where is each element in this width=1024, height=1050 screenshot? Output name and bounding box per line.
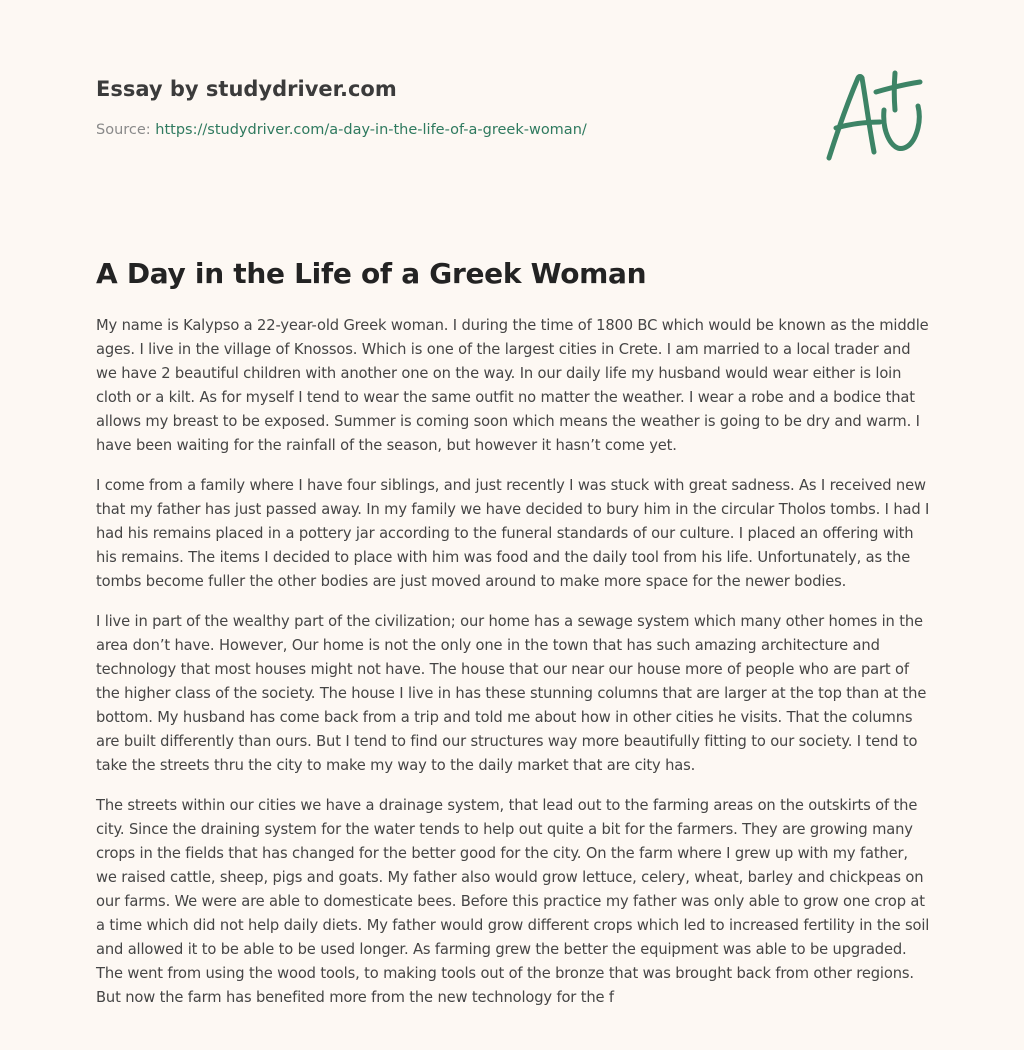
essay-paragraph: I live in part of the wealthy part of the civilization; our home has a sewage system which many other homes in the area don’t have. However, Our home is not the only one in the town that has such amazing architecture and technology that most houses might not have. The house that our near our house more of people who are part of the higher class of the society. The house I live in has these stunning columns that are larger at the top than at the bottom. My husband has come back from a trip and told me about how in other cities he visits. That the columns are built differently than ours. But I tend to find our structures way more beautifully fitting to our society. I tend to take the streets thru the city to make my way to the daily market that are city has. [96,613,927,774]
essay-title: A Day in the Life of a Greek Woman [96,257,647,290]
plus-horizontal [876,82,920,92]
essay-body [96,314,932,1026]
essay-paragraph: My name is Kalypso a 22-year-old Greek woman. I during the time of 1800 BC which would be known as the middle ages. I live in the village of Knossos. Which is one of the largest cities in Crete. I am married to a local trader and we have 2 beautiful children with another one on the way. In our daily life my husband would wear either is loin cloth or a kilt. As for myself I tend to wear the same outfit no matter the weather. I wear a robe and a bodice that allows my breast to be exposed. Summer is coming soon which means the weather is going to be dry and warm. I have been waiting for the rainfall of the season, but however it hasn’t come yet. [96,317,929,454]
essay-paragraph: The streets within our cities we have a drainage system, that lead out to the farming areas on the outskirts of the city. Since the draining system for the water tends to help out quite a bit for the farmers. They are growing many crops in the fields that has changed for the better good for the city. On the farm where I grew up with my father, we raised cattle, sheep, pigs and goats. My father also would grow lettuce, celery, wheat, barley and chickpeas on our farms. We were are able to domesticate bees. Before this practice my father was only able to grow one crop at a time which did not help daily diets. My father would grow different crops which led to increased fertility in the soil and allowed it to be able to be used longer. As farming grew the better the equipment was able to be upgraded. The went from using the wood tools, to making tools out of the bronze that was brought back from other regions. But now the farm has benefited more from the new technology for the f [96,797,930,1006]
source-link[interactable]: https://studydriver.com/a-day-in-the-life-of-a-greek-woman/ [155,122,587,138]
site-brand: Essay by studydriver.com [96,77,397,101]
source-label: Source: [96,122,156,138]
a-plus-grade-icon [822,66,928,166]
a-left-stroke [829,77,862,159]
plus-vertical [894,73,895,110]
essay-paragraph: I come from a family where I have four siblings, and just recently I was stuck with great sadness. As I received new that my father has just passed away. In my family we have decided to bury him in the circular Tholos tombs. I had I had his remains placed in a pottery jar according to the funeral standards of our culture. I placed an offering with his remains. The items I decided to place with him was food and the daily tool from his life. Unfortunately, as the tombs become fuller the other bodies are just moved around to make more space for the newer bodies. [96,477,930,590]
source-line [96,120,816,140]
plus-swoosh [884,106,919,149]
a-right-stroke [862,78,874,152]
essay-header [96,74,816,140]
